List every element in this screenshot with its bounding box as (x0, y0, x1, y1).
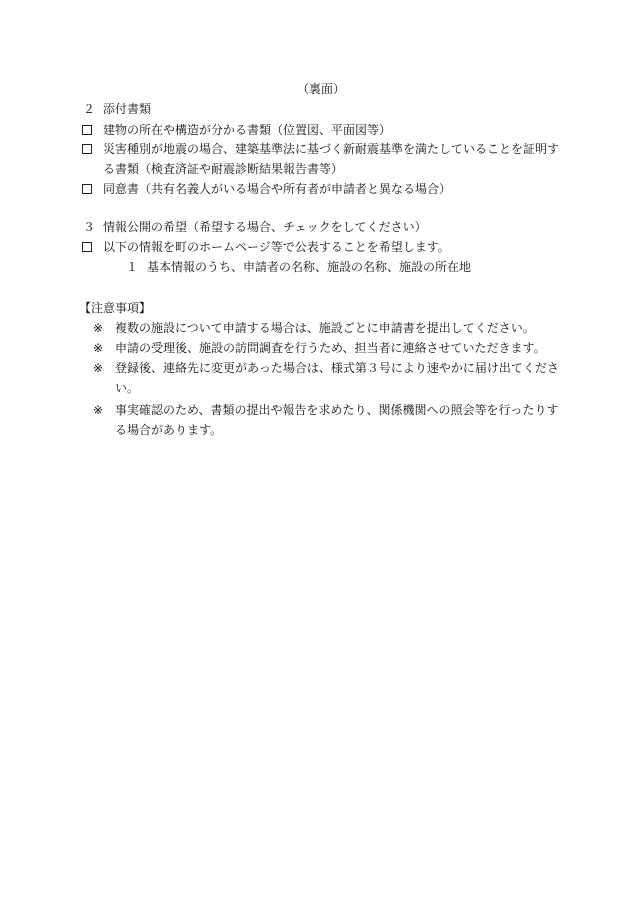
checkbox-seismic-docs[interactable] (82, 144, 92, 154)
attachment-item-seismic-docs-line2: る書類（検査済証や耐震診断結果報告書等） (103, 162, 344, 176)
checkbox-consent-form[interactable] (82, 184, 92, 194)
attachment-item-location-docs: 建物の所在や構造が分かる書類（位置図、平面図等） (103, 123, 392, 137)
note-line: 登録後、連絡先に変更があった場合は、様式第３号により速やかに届け出てくださ (115, 361, 559, 375)
section-3-heading: 情報公開の希望（希望する場合、チェックをしてください） (103, 220, 427, 234)
attachment-item-seismic-docs-line1: 災害種別が地震の場合、建築基準法に基づく新耐震基準を満たしていることを証明す (103, 142, 560, 156)
note-line-continuation: い。 (115, 381, 140, 395)
note-mark: ※ (93, 341, 104, 355)
note-line: 複数の施設について申請する場合は、施設ごとに申請書を提出してください。 (115, 321, 535, 335)
page-side-header: （裏面） (297, 82, 346, 96)
attachment-item-consent-form: 同意書（共有名義人がいる場合や所有者が申請者と異なる場合） (103, 182, 452, 196)
publish-info-item: 以下の情報を町のホームページ等で公表することを希望します。 (103, 240, 450, 254)
note-line-continuation: る場合があります。 (115, 423, 223, 437)
note-mark: ※ (93, 403, 104, 417)
note-line: 申請の受理後、施設の訪問調査を行うため、担当者に連絡させていただきます。 (115, 341, 546, 355)
section-2-heading: 添付書類 (103, 102, 152, 116)
note-mark: ※ (93, 321, 104, 335)
checkbox-location-docs[interactable] (82, 125, 92, 135)
publish-sub-item: 基本情報のうち、申請者の名称、施設の名称、施設の所在地 (147, 260, 472, 274)
note-line: 事実確認のため、書類の提出や報告を求めたり、関係機関への照会等を行ったりす (115, 403, 559, 417)
section-2-number: ２ (83, 102, 96, 116)
note-mark: ※ (93, 361, 104, 375)
publish-sub-number: １ (126, 260, 139, 274)
section-3-number: ３ (83, 220, 96, 234)
notes-heading: 【注意事項】 (79, 301, 152, 315)
checkbox-publish-info[interactable] (82, 242, 92, 252)
